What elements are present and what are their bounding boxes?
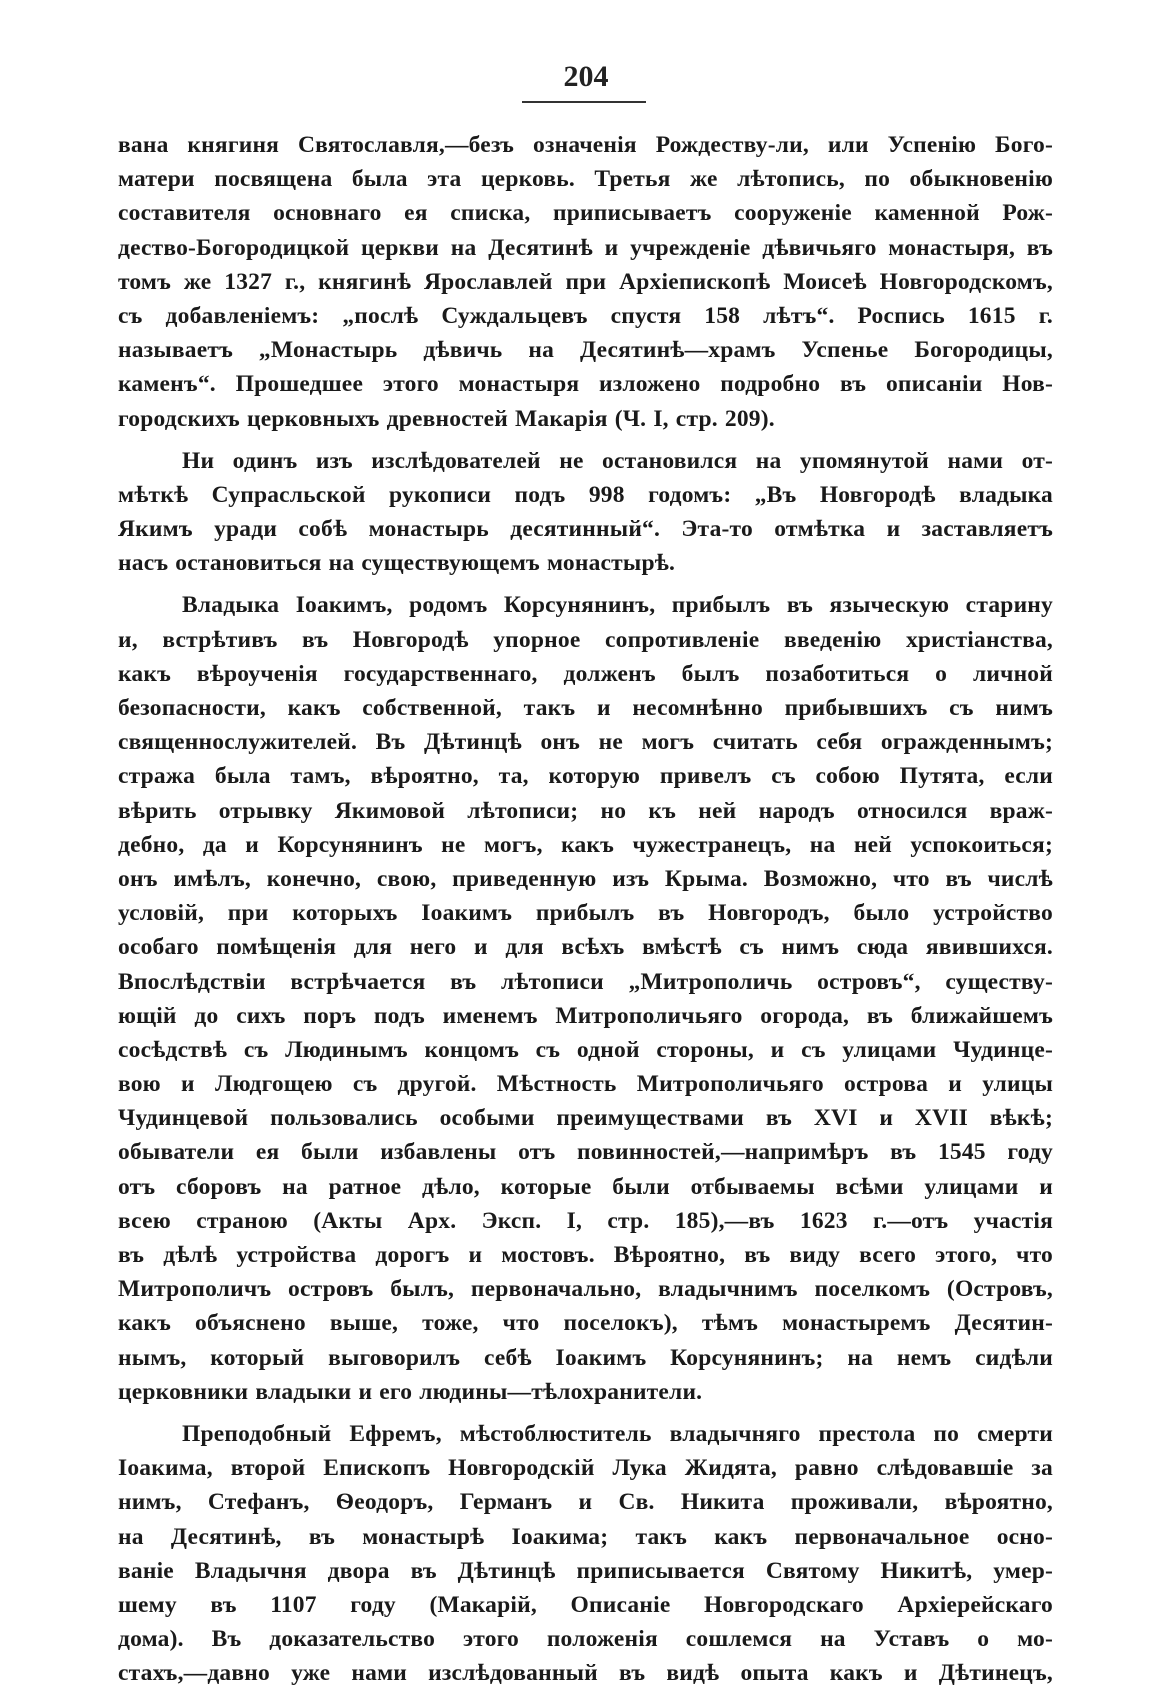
text-line: дество-Богородицкой церкви на Десятинѣ и учрежденіе дѣвичьяго монастыря, въ bbox=[118, 234, 1053, 261]
text-line: составителя основнаго ея списка, приписываетъ сооруженіе каменной Рож- bbox=[118, 200, 1053, 227]
text-line: ющій до сихъ поръ подъ именемъ Митрополичьяго огорода, въ ближайшемъ bbox=[118, 1002, 1053, 1029]
text-line: Владыка Іоакимъ, родомъ Корсунянинъ, прибылъ въ языческую старину bbox=[182, 592, 1053, 619]
text-line: стахъ,—давно уже нами изслѣдованный въ видѣ опыта какъ и Дѣтинецъ, bbox=[118, 1660, 1053, 1687]
page-number: 204 bbox=[563, 60, 609, 93]
text-line: церковники владыки и его людины—тѣлохранители. bbox=[118, 1378, 703, 1405]
text-line: Преподобный Ефремъ, мѣстоблюститель владычняго престола по смерти bbox=[182, 1420, 1053, 1447]
text-line: Ни одинъ изъ изслѣдователей не остановился на упомянутой нами от- bbox=[182, 447, 1053, 474]
text-line: въ дѣлѣ устройства дорогъ и мостовъ. Вѣроятно, въ виду всего этого, что bbox=[118, 1242, 1053, 1268]
text-line: безопасности, какъ собственной, такъ и несомнѣнно прибывшихъ съ нимъ bbox=[118, 695, 1053, 721]
text-line: Чудинцевой пользовались особыми преимуществами въ XVI и XVII вѣкѣ; bbox=[118, 1105, 1053, 1132]
text-line: онъ имѣлъ, конечно, свою, приведенную изъ Крыма. Возможно, что въ числѣ bbox=[118, 865, 1053, 892]
text-line: на Десятинѣ, въ монастырѣ Іоакима; такъ какъ первоначальное осно- bbox=[118, 1523, 1053, 1550]
text-line: насъ остановиться на существующемъ монастырѣ. bbox=[118, 550, 676, 577]
paragraph bbox=[118, 1417, 1053, 1690]
text-line: вою и Людгощею съ другой. Мѣстность Митрополичьяго острова и улицы bbox=[118, 1071, 1053, 1098]
text-line: ваніе Владычня двора въ Дѣтинцѣ приписывается Святому Никитѣ, умер- bbox=[118, 1557, 1053, 1584]
paragraph bbox=[118, 588, 1053, 1409]
text-line: мѣткѣ Супрасльской рукописи подъ 998 годомъ: „Въ Новгородѣ владыка bbox=[118, 481, 1053, 508]
text-line: Іоакима, второй Епископъ Новгородскій Лука Жидята, равно слѣдовавшіе за bbox=[118, 1455, 1053, 1482]
text-line: Якимъ уради собѣ монастырь десятинный“. Эта-то отмѣтка и заставляетъ bbox=[118, 516, 1053, 543]
text-line: матери посвящена была эта церковь. Третья же лѣтопись, по обыкновенію bbox=[118, 166, 1053, 193]
text-line: Митрополичъ островъ былъ, первоначально, владычнимъ поселкомъ (Островъ, bbox=[118, 1276, 1053, 1303]
text-line: нымъ, который выговорилъ себѣ Іоакимъ Корсунянинъ; на немъ сидѣли bbox=[118, 1344, 1053, 1371]
text-line: шему въ 1107 году (Макарій, Описаніе Новгородскаго Архіерейскаго bbox=[118, 1591, 1053, 1618]
text-line: Впослѣдствіи встрѣчается въ лѣтописи „Митрополичь островъ“, существу- bbox=[118, 968, 1053, 995]
paragraph-gap bbox=[118, 436, 1053, 444]
text-line: нимъ, Стефанъ, Ѳеодоръ, Германъ и Св. Никита проживали, вѣроятно, bbox=[118, 1489, 1053, 1516]
text-line: дебно, да и Корсунянинъ не могъ, какъ чужестранецъ, на ней успокоиться; bbox=[118, 831, 1053, 858]
paragraph bbox=[118, 128, 1053, 436]
text-line: какъ объяснено выше, тоже, что поселокъ), тѣмъ монастыремъ Десятин- bbox=[118, 1310, 1053, 1337]
text-line: условій, при которыхъ Іоакимъ прибылъ въ Новгородъ, было устройство bbox=[118, 900, 1053, 927]
text-line: вана княгиня Святославля,—безъ означенія Рождеству-ли, или Успенію Бого- bbox=[118, 132, 1053, 158]
text-line: отъ сборовъ на ратное дѣло, которые были отбываемы всѣми улицами и bbox=[118, 1173, 1053, 1200]
text-line: называетъ „Монастырь дѣвичь на Десятинѣ—храмъ Успенье Богородицы, bbox=[118, 337, 1053, 364]
text-line: вѣрить отрывку Якимовой лѣтописи; но къ ней народъ относился враж- bbox=[118, 797, 1053, 824]
paragraph-gap bbox=[118, 1409, 1053, 1417]
text-line: обыватели ея были избавлены отъ повинностей,—напримѣръ въ 1545 году bbox=[118, 1139, 1053, 1166]
text-line: сосѣдствѣ съ Людинымъ концомъ съ одной стороны, и съ улицами Чудинце- bbox=[118, 1036, 1053, 1063]
text-line: томъ же 1327 г., княгинѣ Ярославлей при Архіепископѣ Моисеѣ Новгородскомъ, bbox=[118, 268, 1053, 295]
paragraph bbox=[118, 444, 1053, 581]
text-line: священнослужителей. Въ Дѣтинцѣ онъ не могъ считать себя огражденнымъ; bbox=[118, 729, 1053, 756]
text-line: съ добавленіемъ: „послѣ Суждальцевъ спустя 158 лѣтъ“. Роспись 1615 г. bbox=[118, 302, 1053, 329]
text-line: особаго помѣщенія для него и для всѣхъ вмѣстѣ съ нимъ сюда явившихся. bbox=[118, 934, 1053, 961]
paragraph-gap bbox=[118, 580, 1053, 588]
text-line: и, встрѣтивъ въ Новгородѣ упорное сопротивленіе введенію христіанства, bbox=[118, 626, 1053, 653]
body-text bbox=[118, 128, 1053, 1690]
text-line: городскихъ церковныхъ древностей Макарія (Ч. I, стр. 209). bbox=[118, 405, 775, 432]
text-line: дома). Въ доказательство этого положенія сошлемся на Уставъ о мо- bbox=[118, 1626, 1053, 1653]
text-line: всею страною (Акты Арх. Эксп. I, стр. 185),—въ 1623 г.—отъ участія bbox=[118, 1207, 1053, 1234]
text-line: каменъ“. Прошедшее этого монастыря изложено подробно въ описаніи Нов- bbox=[118, 371, 1053, 398]
text-line: какъ вѣроученія государственнаго, долженъ былъ позаботиться о личной bbox=[118, 660, 1053, 687]
text-line: стража была тамъ, вѣроятно, та, которую привелъ съ собою Путята, если bbox=[118, 763, 1053, 790]
header-rule bbox=[522, 101, 646, 103]
